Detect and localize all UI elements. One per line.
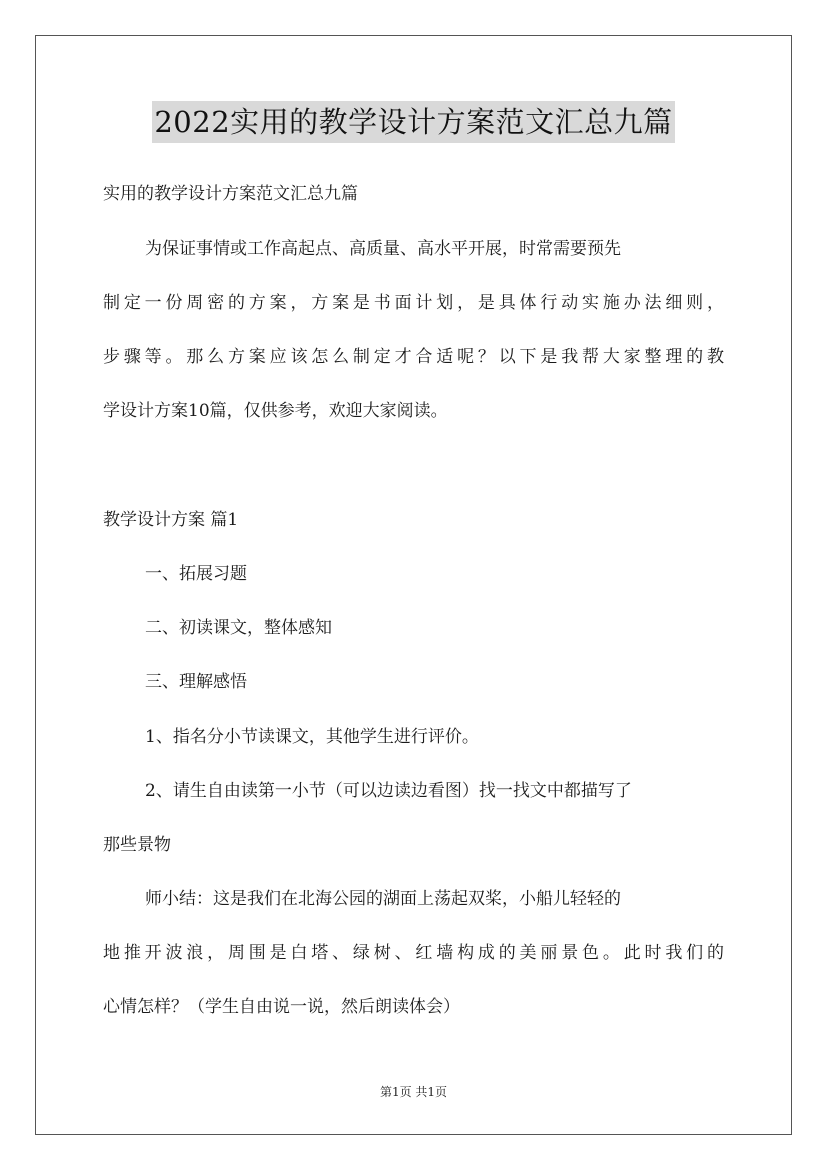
summary-line-1: 师小结：这是我们在北海公园的湖面上荡起双桨，小船儿轻轻的 (145, 889, 621, 909)
document-title: 2022实用的教学设计方案范文汇总九篇 (152, 101, 674, 143)
step-1: 1、指名分小节读课文，其他学生进行评价。 (145, 727, 479, 747)
subtitle-line: 实用的教学设计方案范文汇总九篇 (103, 184, 358, 204)
title-container (0, 101, 827, 143)
list-item-2: 二、初读课文，整体感知 (145, 618, 332, 638)
step-2-line-2: 那些景物 (103, 835, 171, 855)
intro-line-2: 制定一份周密的方案，方案是书面计划，是具体行动实施办法细则， (103, 293, 724, 313)
section-heading: 教学设计方案 篇1 (103, 510, 239, 530)
intro-line-4: 学设计方案10篇，仅供参考，欢迎大家阅读。 (103, 401, 448, 421)
intro-line-1: 为保证事情或工作高起点、高质量、高水平开展，时常需要预先 (145, 239, 621, 259)
summary-line-2: 地推开波浪，周围是白塔、绿树、红墙构成的美丽景色。此时我们的 (103, 943, 724, 963)
list-item-1: 一、拓展习题 (145, 564, 247, 584)
intro-line-3: 步骤等。那么方案应该怎么制定才合适呢？以下是我帮大家整理的教 (103, 347, 724, 367)
summary-line-3: 心情怎样？（学生自由说一说，然后朗读体会） (103, 997, 460, 1017)
page-footer: 第1页 共1页 (379, 1085, 448, 1099)
list-item-3: 三、理解感悟 (145, 672, 247, 692)
step-2-line-1: 2、请生自由读第一小节（可以边读边看图）找一找文中都描写了 (145, 781, 632, 801)
